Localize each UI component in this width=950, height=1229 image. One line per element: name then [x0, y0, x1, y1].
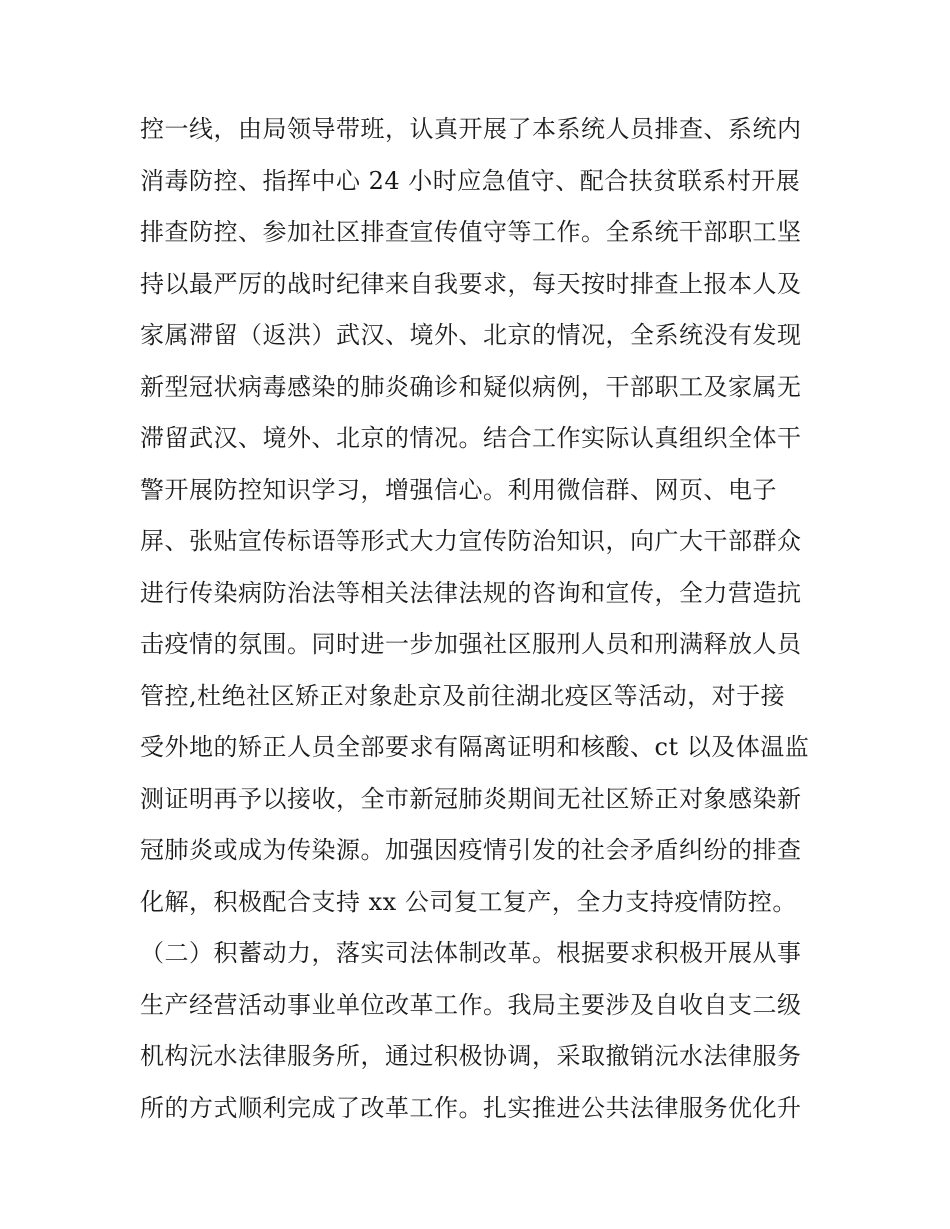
text-line: 新型冠状病毒感染的肺炎确诊和疑似病例，干部职工及家属无: [140, 372, 802, 401]
text-line: 击疫情的氛围。同时进一步加强社区服刑人员和刑满释放人员: [140, 630, 802, 658]
text-line: 滞留武汉、境外、北京的情况。结合工作实际认真组织全体干: [140, 424, 802, 452]
text-line: 进行传染病防治法等相关法律法规的咨询和宣传，全力营造抗: [140, 578, 802, 607]
text-line: 管控,杜绝社区矫正对象赴京及前往湖北疫区等活动，对于接: [140, 681, 786, 710]
text-line: 屏、张贴宣传标语等形式大力宣传防治知识，向广大干部群众: [140, 527, 802, 555]
text-line: 所的方式顺利完成了改革工作。扎实推进公共法律服务优化升: [140, 1093, 802, 1122]
section-heading-line: （二）积蓄动力，落实司法体制改革。根据要求积极开展从事: [140, 939, 802, 967]
text-line: 持以最严厉的战时纪律来自我要求，每天按时排查上报本人及: [140, 269, 802, 298]
text-line: 控一线，由局领导带班，认真开展了本系统人员排查、系统内: [140, 115, 802, 143]
text-line: 机构沅水法律服务所，通过积极协调，采取撤销沅水法律服务: [140, 1042, 802, 1070]
text-line: 生产经营活动事业单位改革工作。我局主要涉及自收自支二级: [140, 990, 802, 1019]
body-text: [140, 104, 820, 1134]
text-line: 测证明再予以接收，全市新冠肺炎期间无社区矫正对象感染新: [140, 784, 802, 813]
text-line: 受外地的矫正人员全部要求有隔离证明和核酸、ct 以及体温监: [140, 733, 810, 761]
text-line: 消毒防控、指挥中心 24 小时应急值守、配合扶贫联系村开展: [140, 166, 801, 195]
text-line: 冠肺炎或成为传染源。加强因疫情引发的社会矛盾纠纷的排查: [140, 836, 802, 864]
text-line: 排查防控、参加社区排查宣传值守等工作。全系统干部职工坚: [140, 218, 802, 246]
text-line: 化解，积极配合支持 xx 公司复工复产，全力支持疫情防控。: [140, 887, 797, 916]
text-line: 家属滞留（返洪）武汉、境外、北京的情况，全系统没有发现: [140, 321, 802, 349]
text-line: 警开展防控知识学习，增强信心。利用微信群、网页、电子: [140, 475, 777, 504]
